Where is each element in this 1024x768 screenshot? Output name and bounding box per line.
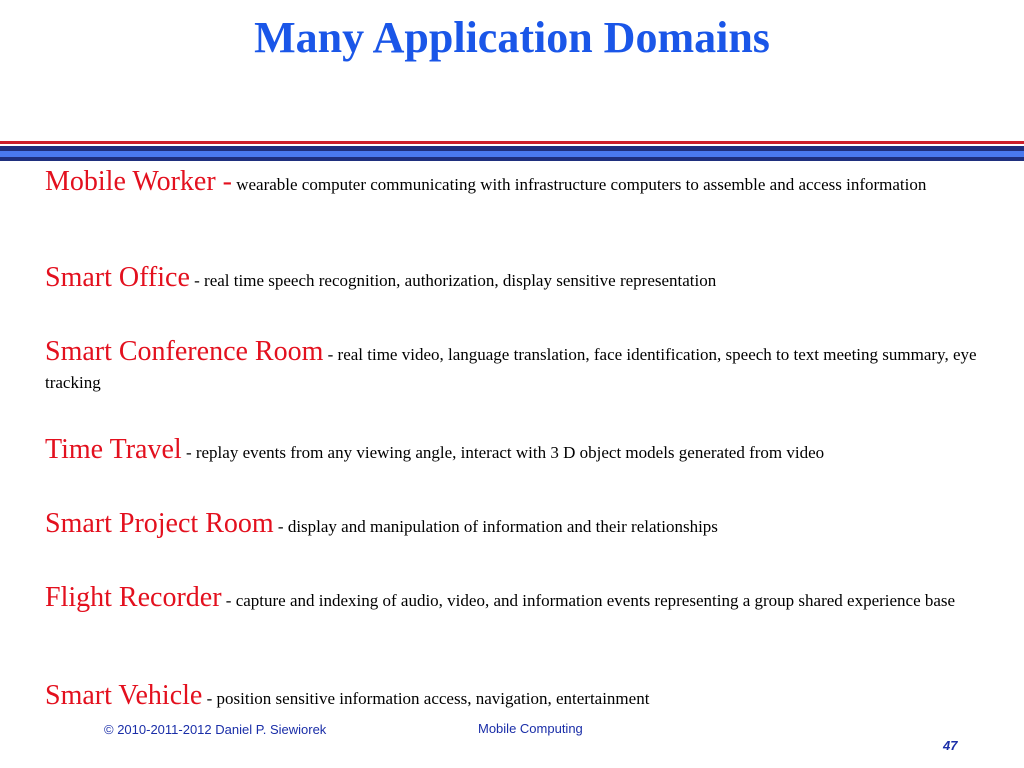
footer-copyright: © 2010-2011-2012 Daniel P. Siewiorek [104, 722, 327, 737]
title-divider-stripes [0, 141, 1024, 161]
domain-item-time-travel [45, 436, 824, 467]
domain-item-smart-vehicle [45, 682, 649, 713]
domain-heading: Flight Recorder [45, 582, 222, 613]
domain-description: - capture and indexing of audio, video, and information events representing a group shared experience base [225, 591, 956, 610]
slide-title: Many Application Domains [254, 13, 770, 62]
domain-heading: Mobile Worker - [45, 166, 232, 197]
divider-stripe-navy-bottom [0, 157, 1024, 161]
domain-description: - real time video, language translation, face identification, speech to text meeting summary, eye tracking [45, 345, 977, 392]
domain-description: - position sensitive information access, navigation, entertainment [206, 689, 650, 708]
domain-heading: Smart Project Room [45, 508, 274, 539]
domain-item-flight-recorder [45, 584, 955, 615]
domain-heading: Smart Conference Room [45, 336, 324, 367]
domain-description: - replay events from any viewing angle, interact with 3 D object models generated from video [185, 443, 825, 462]
domain-item-smart-office [45, 264, 716, 295]
domain-heading: Time Travel [45, 434, 182, 465]
domain-description: - display and manipulation of information and their relationships [277, 517, 718, 536]
footer-page-number: 47 [943, 738, 958, 753]
domain-description: wearable computer communicating with infrastructure computers to assemble and access information [236, 175, 927, 194]
domain-description: - real time speech recognition, authorization, display sensitive representation [194, 271, 717, 290]
domain-item-mobile-worker [45, 168, 926, 199]
footer-course-name: Mobile Computing [478, 721, 583, 736]
domain-item-smart-conference-room [45, 338, 1000, 397]
domain-heading: Smart Office [45, 262, 190, 293]
domain-heading: Smart Vehicle [45, 680, 203, 711]
domain-item-smart-project-room [45, 510, 718, 541]
